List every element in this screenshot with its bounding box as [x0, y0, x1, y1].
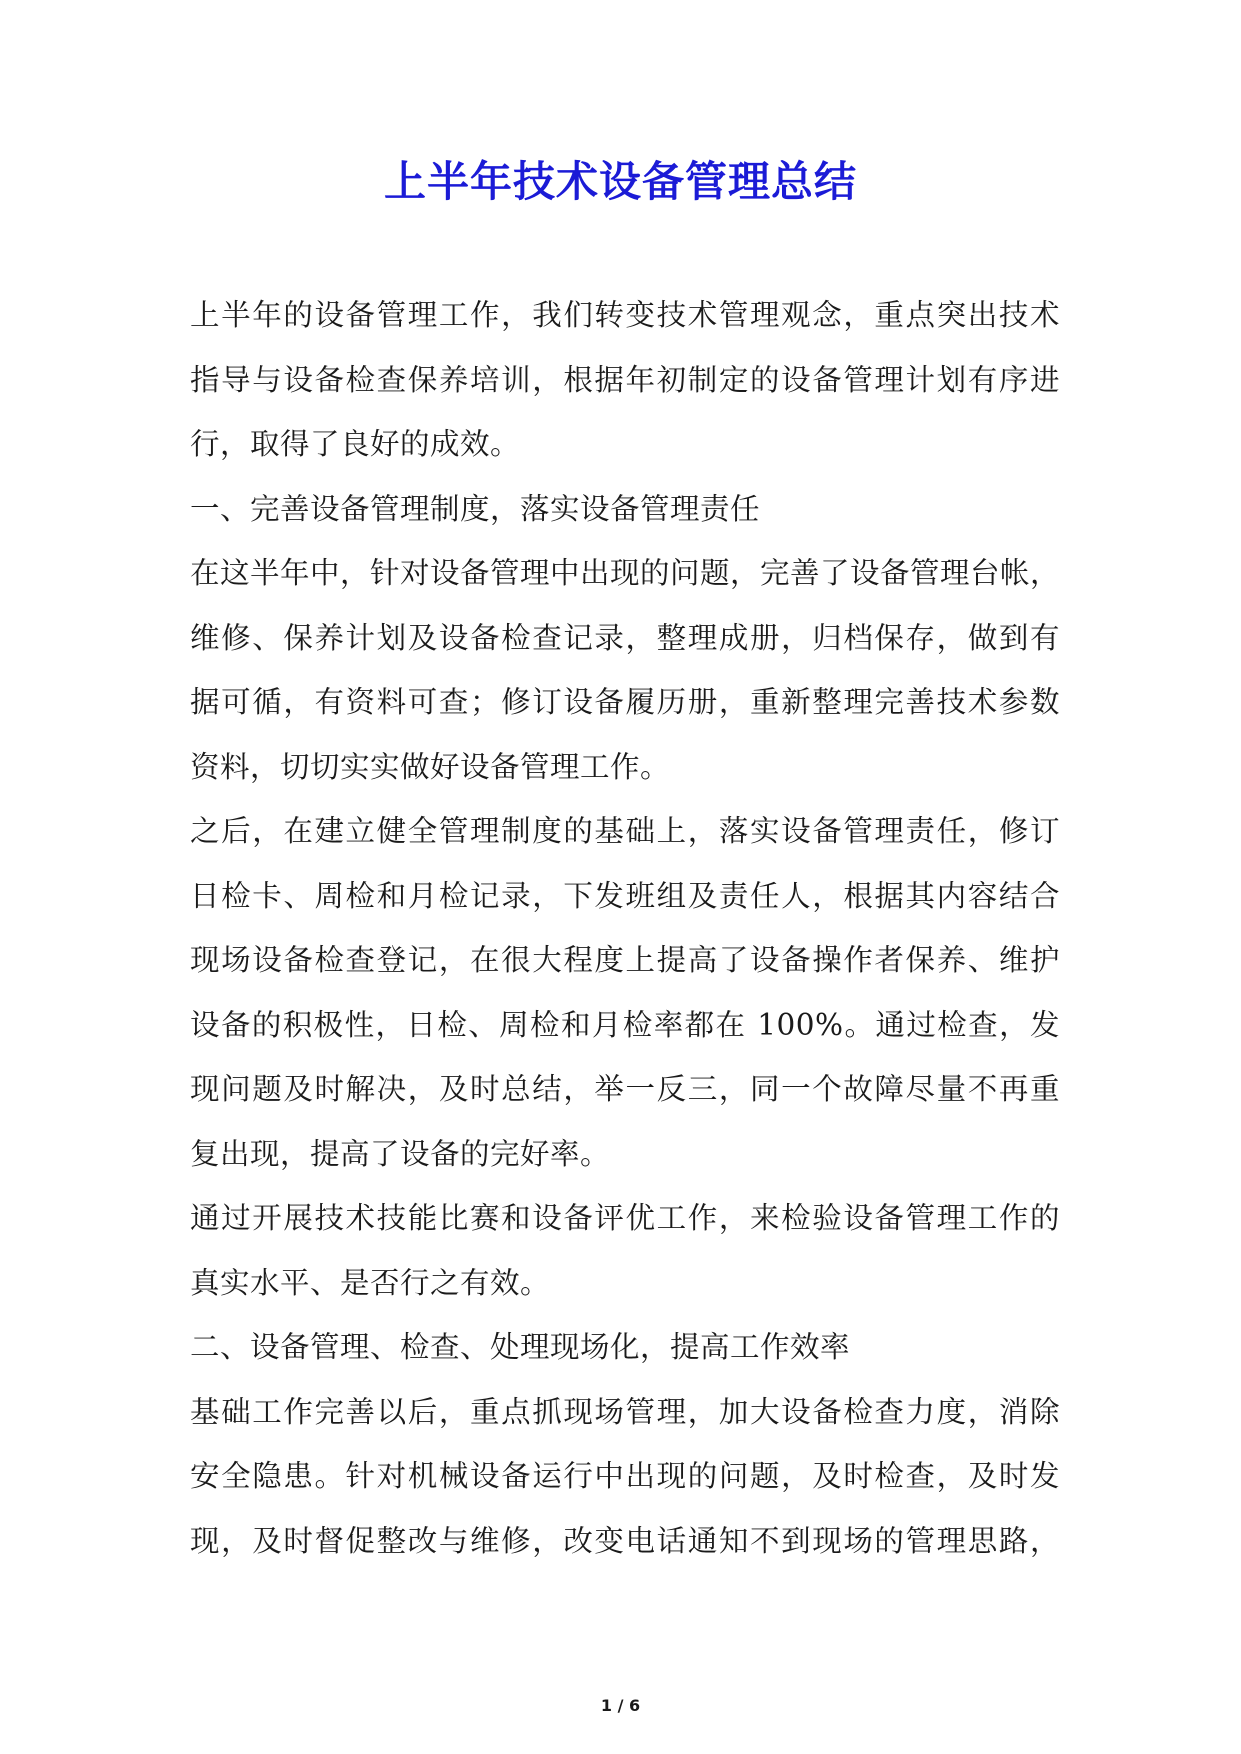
text-line: 现场设备检查登记，在很大程度上提高了设备操作者保养、维护: [190, 943, 1060, 977]
text-line: 之后，在建立健全管理制度的基础上，落实设备管理责任，修订: [190, 814, 1060, 848]
text-line: 行，取得了良好的成效。: [190, 427, 521, 461]
text-line: 指导与设备检查保养培训，根据年初制定的设备管理计划有序进: [190, 362, 1060, 397]
text-line: 真实水平、是否行之有效。: [190, 1265, 551, 1300]
document-title: 上半年技术设备管理总结: [383, 157, 857, 206]
document-body: [190, 283, 1060, 1573]
text-line: 复出现，提高了设备的完好率。: [190, 1136, 611, 1171]
text-line: 基础工作完善以后，重点抓现场管理，加大设备检查力度，消除: [190, 1394, 1060, 1429]
page-number: 1 / 6: [600, 1696, 641, 1715]
text-line: 设备的积极性，日检、周检和月检率都在 100%。通过检查，发: [190, 1007, 1060, 1042]
text-line: 维修、保养计划及设备检查记录，整理成册，归档保存，做到有: [190, 620, 1060, 655]
text-line: 二、设备管理、检查、处理现场化，提高工作效率: [190, 1330, 851, 1364]
text-line: 通过开展技术技能比赛和设备评优工作，来检验设备管理工作的: [190, 1201, 1060, 1235]
text-line: 在这半年中，针对设备管理中出现的问题，完善了设备管理台帐，: [190, 556, 1061, 590]
text-line: 据可循，有资料可查；修订设备履历册，重新整理完善技术参数: [190, 685, 1060, 719]
text-line: 安全隐患。针对机械设备运行中出现的问题，及时检查，及时发: [190, 1459, 1060, 1493]
text-line: 一、完善设备管理制度，落实设备管理责任: [190, 491, 761, 526]
text-line: 日检卡、周检和月检记录，下发班组及责任人，根据其内容结合: [190, 878, 1060, 913]
text-line: 资料，切切实实做好设备管理工作。: [190, 749, 671, 784]
text-line: 现，及时督促整改与维修，改变电话通知不到现场的管理思路，: [190, 1523, 1060, 1558]
text-line: 上半年的设备管理工作，我们转变技术管理观念，重点突出技术: [190, 298, 1060, 332]
text-line: 现问题及时解决，及时总结，举一反三，同一个故障尽量不再重: [190, 1072, 1060, 1106]
